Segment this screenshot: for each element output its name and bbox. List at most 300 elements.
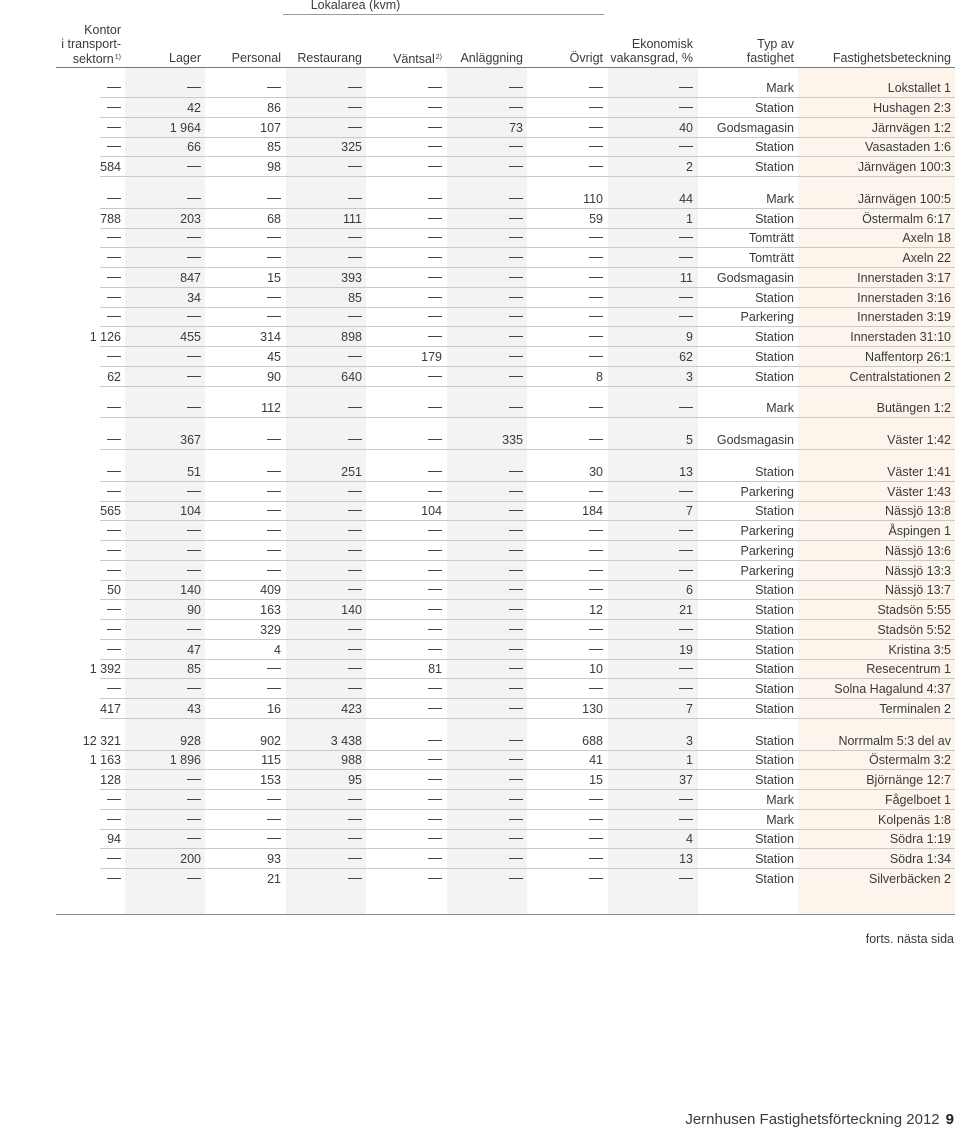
cell-ovrigt-empty xyxy=(589,336,603,337)
cell-restaurang-empty xyxy=(348,237,362,238)
cell-vantsal-empty xyxy=(428,297,442,298)
cell-ovrigt-empty xyxy=(589,107,603,108)
cell-ovrigt-empty xyxy=(589,146,603,147)
cell-lager-empty xyxy=(187,87,201,88)
table-bottom-rule xyxy=(56,914,955,915)
cell-personal: 16 xyxy=(267,701,281,716)
cell-personal-empty xyxy=(267,510,281,511)
cell-personal: 329 xyxy=(260,622,281,637)
cell-restaurang-empty xyxy=(348,838,362,839)
cell-kontor: 128 xyxy=(100,773,121,787)
cell-kontor-empty xyxy=(107,297,121,298)
cell-restaurang: 95 xyxy=(348,773,362,787)
cell-vantsal-empty xyxy=(428,819,442,820)
cell-typ: Station xyxy=(755,733,794,748)
cell-ovrigt-empty xyxy=(589,277,603,278)
cell-vakansgrad: 5 xyxy=(686,433,693,447)
table-row xyxy=(0,829,960,849)
cell-personal: 902 xyxy=(260,733,281,748)
cell-kontor-empty xyxy=(107,530,121,531)
cell-vantsal-empty xyxy=(428,570,442,571)
cell-kontor-empty xyxy=(107,146,121,147)
cell-fastighetsbeteckning: Innerstaden 3:16 xyxy=(857,290,951,305)
cell-ovrigt-empty xyxy=(589,297,603,298)
cell-typ: Station xyxy=(755,603,794,617)
cell-fastighetsbeteckning: Åspingen 1 xyxy=(888,524,951,538)
cell-typ: Parkering xyxy=(740,563,794,578)
cell-anlaggning-empty xyxy=(509,356,523,357)
table-row xyxy=(0,750,960,770)
cell-anlaggning-empty xyxy=(509,609,523,610)
cell-lager-empty xyxy=(187,166,201,167)
cell-personal-empty xyxy=(267,257,281,258)
cell-vantsal-empty xyxy=(428,127,442,128)
cell-typ: Godsmagasin xyxy=(716,120,794,135)
cell-anlaggning: 335 xyxy=(502,433,523,447)
cell-vakansgrad-empty xyxy=(679,819,693,820)
cell-kontor-empty xyxy=(107,629,121,630)
table-row xyxy=(0,367,960,387)
cell-typ: Station xyxy=(755,330,794,344)
cell-kontor-empty xyxy=(107,407,121,408)
header-personal: Personal xyxy=(231,51,281,65)
table-row xyxy=(0,98,960,118)
cell-vantsal-empty xyxy=(428,146,442,147)
cell-restaurang-empty xyxy=(348,688,362,689)
cell-restaurang: 988 xyxy=(341,753,362,768)
cell-vantsal-empty xyxy=(428,779,442,780)
cell-vantsal-empty xyxy=(428,316,442,317)
table-row xyxy=(0,482,960,502)
cell-vantsal-empty xyxy=(428,799,442,800)
cell-kontor-empty xyxy=(107,356,121,357)
cell-restaurang: 85 xyxy=(348,290,362,305)
cell-vakansgrad: 1 xyxy=(686,211,693,226)
cell-ovrigt: 110 xyxy=(583,191,603,206)
cell-anlaggning-empty xyxy=(509,107,523,108)
cell-personal-empty xyxy=(267,668,281,669)
cell-lager: 203 xyxy=(180,211,201,226)
cell-vakansgrad: 11 xyxy=(680,270,693,285)
cell-restaurang-empty xyxy=(348,570,362,571)
cell-ovrigt: 59 xyxy=(589,211,603,226)
cell-lager: 455 xyxy=(180,330,201,344)
header-kontor xyxy=(61,23,121,66)
cell-kontor-empty xyxy=(107,257,121,258)
footer-title: Jernhusen Fastighetsförteckning 2012 xyxy=(685,1111,940,1128)
cell-anlaggning-empty xyxy=(509,649,523,650)
cell-lager-empty xyxy=(187,316,201,317)
cell-anlaggning-empty xyxy=(509,218,523,219)
cell-lager: 34 xyxy=(187,290,201,305)
cell-fastighetsbeteckning: Nässjö 13:6 xyxy=(884,543,951,558)
cell-ovrigt-empty xyxy=(589,688,603,689)
cell-lager: 43 xyxy=(187,701,201,716)
table-row xyxy=(0,600,960,620)
cell-vakansgrad-empty xyxy=(679,570,693,571)
cell-restaurang-empty xyxy=(348,510,362,511)
cell-kontor-empty xyxy=(107,471,121,472)
cell-vantsal-empty xyxy=(428,491,442,492)
cell-fastighetsbeteckning: Stadsön 5:55 xyxy=(877,603,951,617)
cell-ovrigt-empty xyxy=(589,530,603,531)
cell-lager-empty xyxy=(187,257,201,258)
cell-anlaggning-empty xyxy=(509,629,523,630)
cell-anlaggning-empty xyxy=(509,878,523,879)
cell-vantsal-empty xyxy=(428,218,442,219)
table-row xyxy=(0,521,960,541)
cell-typ: Station xyxy=(755,211,794,226)
cell-fastighetsbeteckning: Lokstallet 1 xyxy=(887,81,951,95)
cell-anlaggning-empty xyxy=(509,819,523,820)
cell-typ: Mark xyxy=(766,812,794,827)
cell-vantsal-empty xyxy=(428,530,442,531)
cell-vakansgrad: 7 xyxy=(686,701,693,716)
cell-personal-empty xyxy=(267,237,281,238)
cell-lager: 90 xyxy=(187,603,201,617)
table-row xyxy=(0,307,960,327)
cell-ovrigt-empty xyxy=(589,649,603,650)
cell-restaurang-empty xyxy=(348,316,362,317)
cell-fastighetsbeteckning: Nässjö 13:3 xyxy=(884,563,951,578)
cell-typ: Station xyxy=(755,160,794,174)
cell-typ: Parkering xyxy=(740,310,794,325)
cell-lager: 51 xyxy=(187,464,201,479)
cell-vakansgrad-empty xyxy=(679,87,693,88)
cell-fastighetsbeteckning: Innerstaden 3:17 xyxy=(857,270,951,285)
cell-vantsal: 179 xyxy=(421,349,442,364)
cell-typ: Station xyxy=(755,682,794,696)
cell-typ: Station xyxy=(755,852,794,866)
cell-ovrigt-empty xyxy=(589,570,603,571)
group-divider xyxy=(283,14,604,15)
header-rule xyxy=(56,67,955,68)
cell-personal: 163 xyxy=(260,603,281,617)
cell-typ: Station xyxy=(755,773,794,787)
cell-restaurang: 140 xyxy=(341,603,362,617)
cell-ovrigt-empty xyxy=(589,407,603,408)
cell-fastighetsbeteckning: Björnänge 12:7 xyxy=(866,773,951,787)
cell-kontor-empty xyxy=(107,799,121,800)
cell-personal-empty xyxy=(267,550,281,551)
cell-lager: 140 xyxy=(180,583,201,598)
cell-personal-empty xyxy=(267,530,281,531)
header-vakansgrad-line-2: vakansgrad, % xyxy=(610,51,693,65)
cell-vakansgrad: 3 xyxy=(686,369,693,384)
continued-note: forts. nästa sida xyxy=(865,932,954,946)
cell-anlaggning-empty xyxy=(509,146,523,147)
cell-kontor-empty xyxy=(107,237,121,238)
cell-ovrigt-empty xyxy=(589,237,603,238)
cell-vakansgrad: 4 xyxy=(686,832,693,847)
cell-vakansgrad: 21 xyxy=(679,603,693,617)
cell-personal: 85 xyxy=(267,140,281,155)
cell-ovrigt-empty xyxy=(589,878,603,879)
cell-vantsal-empty xyxy=(428,858,442,859)
cell-vantsal-empty xyxy=(428,439,442,440)
cell-lager: 85 xyxy=(187,662,201,677)
cell-personal: 86 xyxy=(267,100,281,115)
cell-lager-empty xyxy=(187,356,201,357)
cell-vantsal-empty xyxy=(428,609,442,610)
table-row xyxy=(0,541,960,561)
cell-kontor: 565 xyxy=(100,504,121,519)
cell-fastighetsbeteckning: Södra 1:19 xyxy=(889,832,951,847)
cell-vantsal: 104 xyxy=(421,504,442,519)
cell-restaurang: 111 xyxy=(342,211,362,226)
cell-typ: Mark xyxy=(766,792,794,807)
cell-personal: 4 xyxy=(274,642,281,657)
cell-kontor-empty xyxy=(107,550,121,551)
cell-ovrigt: 10 xyxy=(589,662,603,677)
cell-typ: Station xyxy=(755,100,794,115)
cell-anlaggning-empty xyxy=(509,336,523,337)
cell-typ: Station xyxy=(755,290,794,305)
table-row xyxy=(0,268,960,288)
cell-typ: Mark xyxy=(766,191,794,206)
cell-restaurang-empty xyxy=(348,878,362,879)
cell-vantsal-empty xyxy=(428,166,442,167)
cell-ovrigt: 8 xyxy=(596,369,603,384)
cell-lager-empty xyxy=(187,198,201,199)
cell-fastighetsbeteckning: Södra 1:34 xyxy=(889,852,951,866)
group-label-lokalarea: Lokalarea (kvm) xyxy=(310,0,401,12)
cell-restaurang-empty xyxy=(348,87,362,88)
cell-ovrigt: 41 xyxy=(589,753,603,768)
cell-kontor-empty xyxy=(107,198,121,199)
header-kontor-note: 1) xyxy=(114,54,121,61)
cell-personal: 112 xyxy=(261,401,281,416)
cell-vakansgrad-empty xyxy=(679,799,693,800)
cell-vakansgrad: 19 xyxy=(679,642,693,657)
cell-kontor: 417 xyxy=(100,701,121,716)
cell-vakansgrad: 62 xyxy=(679,349,693,364)
cell-kontor-empty xyxy=(107,688,121,689)
cell-personal: 68 xyxy=(267,211,281,226)
cell-kontor: 62 xyxy=(107,369,121,384)
cell-restaurang: 251 xyxy=(341,464,362,479)
cell-personal-empty xyxy=(267,491,281,492)
cell-anlaggning-empty xyxy=(509,316,523,317)
cell-fastighetsbeteckning: Väster 1:41 xyxy=(887,464,951,479)
cell-anlaggning-empty xyxy=(509,759,523,760)
cell-anlaggning-empty xyxy=(509,688,523,689)
cell-ovrigt-empty xyxy=(589,257,603,258)
cell-ovrigt: 12 xyxy=(589,603,603,617)
cell-typ: Station xyxy=(755,140,794,155)
table-row xyxy=(0,849,960,869)
cell-vakansgrad: 1 xyxy=(686,753,693,768)
cell-ovrigt-empty xyxy=(589,550,603,551)
cell-lager: 1 896 xyxy=(169,753,201,768)
header-fastighetsbeteckning: Fastighetsbeteckning xyxy=(832,51,951,65)
cell-ovrigt-empty xyxy=(589,166,603,167)
cell-vakansgrad: 40 xyxy=(679,120,693,135)
cell-typ: Station xyxy=(755,871,794,886)
table-row xyxy=(0,118,960,138)
cell-typ: Mark xyxy=(766,401,794,416)
cell-vantsal-empty xyxy=(428,107,442,108)
cell-vantsal-empty xyxy=(428,471,442,472)
cell-kontor-empty xyxy=(107,878,121,879)
cell-ovrigt-empty xyxy=(589,629,603,630)
cell-lager: 928 xyxy=(180,733,201,748)
cell-lager-empty xyxy=(187,819,201,820)
cell-restaurang-empty xyxy=(348,629,362,630)
cell-personal: 98 xyxy=(267,160,281,174)
cell-restaurang: 3 438 xyxy=(330,733,362,748)
cell-personal-empty xyxy=(267,439,281,440)
cell-anlaggning-empty xyxy=(509,166,523,167)
cell-personal: 409 xyxy=(260,583,281,598)
cell-anlaggning-empty xyxy=(509,838,523,839)
table-row xyxy=(0,679,960,699)
cell-restaurang-empty xyxy=(348,257,362,258)
table-row xyxy=(0,189,960,209)
cell-vakansgrad-empty xyxy=(679,257,693,258)
cell-vakansgrad-empty xyxy=(679,146,693,147)
cell-typ: Station xyxy=(755,642,794,657)
cell-lager-empty xyxy=(187,878,201,879)
cell-vakansgrad-empty xyxy=(679,550,693,551)
cell-kontor: 584 xyxy=(100,160,121,174)
cell-lager-empty xyxy=(187,799,201,800)
header-typ xyxy=(747,37,794,65)
table-row xyxy=(0,78,960,98)
cell-typ: Godsmagasin xyxy=(716,433,794,447)
cell-vantsal-empty xyxy=(428,838,442,839)
cell-restaurang: 423 xyxy=(341,701,362,716)
cell-fastighetsbeteckning: Nässjö 13:8 xyxy=(884,504,951,519)
cell-kontor: 1 126 xyxy=(89,330,121,344)
cell-fastighetsbeteckning: Fågelboet 1 xyxy=(884,792,951,807)
cell-fastighetsbeteckning: Väster 1:42 xyxy=(887,433,951,447)
cell-fastighetsbeteckning: Solna Hagalund 4:37 xyxy=(834,682,951,696)
cell-ovrigt: 688 xyxy=(582,733,603,748)
cell-personal: 45 xyxy=(267,349,281,364)
cell-kontor-empty xyxy=(107,277,121,278)
cell-restaurang-empty xyxy=(348,166,362,167)
header-vantsal-text: Väntsal xyxy=(393,52,435,66)
cell-restaurang-empty xyxy=(348,668,362,669)
cell-vantsal-empty xyxy=(428,759,442,760)
cell-kontor-empty xyxy=(107,649,121,650)
cell-personal-empty xyxy=(267,198,281,199)
cell-personal: 90 xyxy=(267,369,281,384)
cell-lager: 1 964 xyxy=(169,120,201,135)
header-vantsal-note: 2) xyxy=(435,54,442,61)
cell-restaurang: 640 xyxy=(341,369,362,384)
cell-fastighetsbeteckning: Innerstaden 31:10 xyxy=(850,330,951,344)
table-row xyxy=(0,699,960,719)
cell-fastighetsbeteckning: Östermalm 6:17 xyxy=(862,211,951,226)
cell-lager-empty xyxy=(187,491,201,492)
cell-kontor-empty xyxy=(107,439,121,440)
cell-vantsal-empty xyxy=(428,740,442,741)
cell-lager: 367 xyxy=(180,433,201,447)
table-row xyxy=(0,810,960,830)
cell-kontor-empty xyxy=(107,491,121,492)
header-kontor-text: sektorn xyxy=(72,52,114,66)
cell-restaurang: 393 xyxy=(341,270,362,285)
cell-restaurang-empty xyxy=(348,198,362,199)
cell-personal: 93 xyxy=(267,852,281,866)
header-vakansgrad-line-1: Ekonomisk xyxy=(631,37,693,51)
cell-typ: Station xyxy=(755,369,794,384)
table-row xyxy=(0,640,960,660)
cell-typ: Mark xyxy=(766,81,794,95)
cell-lager-empty xyxy=(187,550,201,551)
table-row xyxy=(0,248,960,268)
cell-personal-empty xyxy=(267,799,281,800)
table-row xyxy=(0,327,960,347)
cell-typ: Station xyxy=(755,662,794,677)
cell-fastighetsbeteckning: Nässjö 13:7 xyxy=(884,583,951,598)
cell-anlaggning: 73 xyxy=(509,120,523,135)
cell-kontor: 94 xyxy=(107,832,121,847)
table-row xyxy=(0,347,960,367)
cell-anlaggning-empty xyxy=(509,376,523,377)
cell-ovrigt-empty xyxy=(589,799,603,800)
cell-personal: 115 xyxy=(261,753,281,768)
cell-typ: Station xyxy=(755,832,794,847)
cell-personal-empty xyxy=(267,838,281,839)
cell-restaurang-empty xyxy=(348,107,362,108)
cell-typ: Station xyxy=(755,622,794,637)
cell-fastighetsbeteckning: Vasastaden 1:6 xyxy=(865,140,951,155)
cell-ovrigt-empty xyxy=(589,838,603,839)
cell-personal: 153 xyxy=(260,773,281,787)
cell-personal-empty xyxy=(267,471,281,472)
page-number: 9 xyxy=(945,1111,954,1128)
cell-fastighetsbeteckning: Naffentorp 26:1 xyxy=(865,349,951,364)
cell-anlaggning-empty xyxy=(509,550,523,551)
cell-lager-empty xyxy=(187,688,201,689)
cell-lager: 104 xyxy=(180,504,201,519)
cell-restaurang-empty xyxy=(348,491,362,492)
table-row xyxy=(0,580,960,600)
cell-anlaggning-empty xyxy=(509,589,523,590)
cell-restaurang-empty xyxy=(348,649,362,650)
cell-anlaggning-empty xyxy=(509,570,523,571)
cell-vakansgrad-empty xyxy=(679,530,693,531)
cell-vantsal-empty xyxy=(428,407,442,408)
cell-lager-empty xyxy=(187,237,201,238)
cell-lager-empty xyxy=(187,407,201,408)
header-kontor-line-1: Kontor xyxy=(84,23,121,37)
cell-kontor: 788 xyxy=(100,211,121,226)
table-row xyxy=(0,731,960,751)
cell-personal: 314 xyxy=(260,330,281,344)
cell-lager: 847 xyxy=(180,270,201,285)
cell-vakansgrad-empty xyxy=(679,688,693,689)
cell-anlaggning-empty xyxy=(509,858,523,859)
cell-vantsal-empty xyxy=(428,649,442,650)
header-restaurang: Restaurang xyxy=(297,51,362,65)
header-lager: Lager xyxy=(169,51,201,65)
cell-kontor-empty xyxy=(107,127,121,128)
cell-lager: 47 xyxy=(187,642,201,657)
cell-vakansgrad-empty xyxy=(679,316,693,317)
cell-kontor: 50 xyxy=(107,583,121,598)
cell-typ: Station xyxy=(755,753,794,768)
cell-kontor: 1 163 xyxy=(89,753,121,768)
cell-vantsal: 81 xyxy=(428,662,442,677)
cell-restaurang-empty xyxy=(348,439,362,440)
cell-restaurang-empty xyxy=(348,799,362,800)
cell-fastighetsbeteckning: Östermalm 3:2 xyxy=(869,753,951,768)
cell-ovrigt-empty xyxy=(589,316,603,317)
